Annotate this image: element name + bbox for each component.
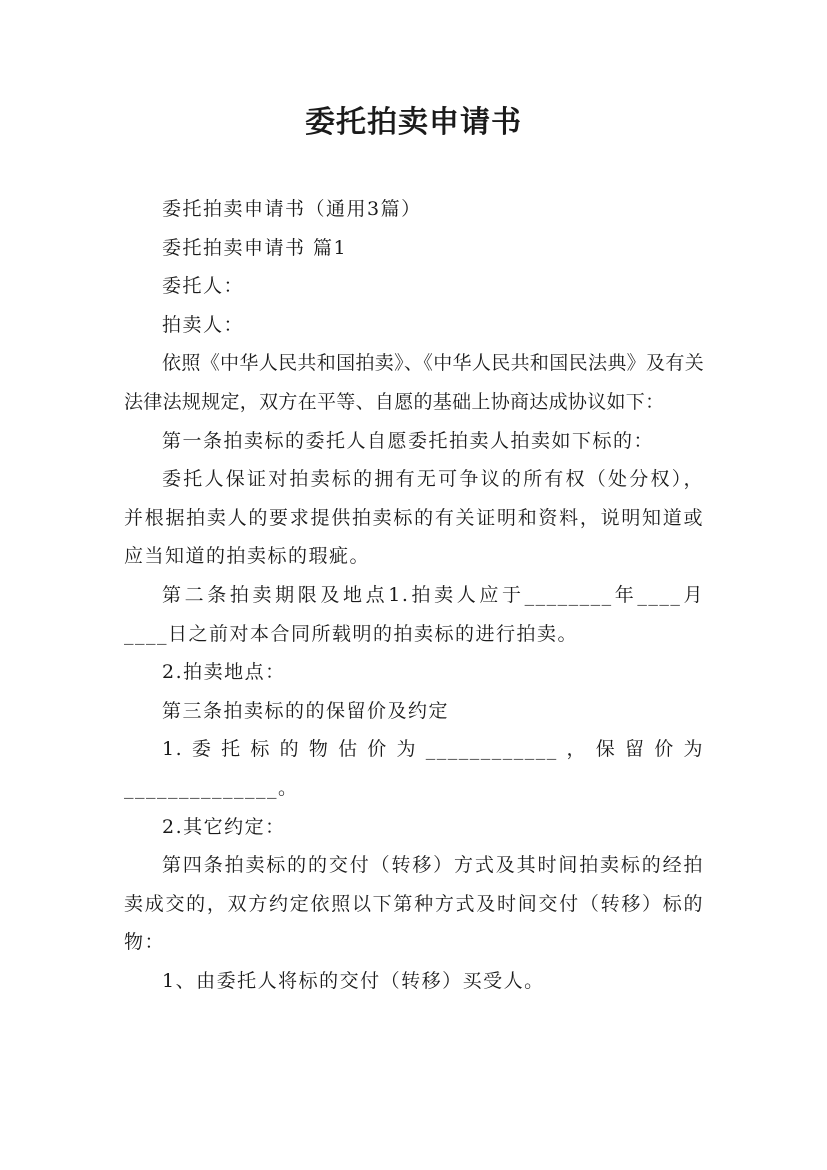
paragraph-delivery-method-1: 1、由委托人将标的交付（转移）买受人。 bbox=[162, 969, 545, 992]
paragraph-auction-location: 2.拍卖地点： bbox=[162, 661, 286, 684]
document-body bbox=[124, 190, 704, 1000]
paragraph-subtitle: 委托拍卖申请书（通用3篇） bbox=[162, 198, 422, 220]
paragraph-principal: 委托人： bbox=[162, 275, 245, 298]
paragraph-article-3: 第三条拍卖标的的保留价及约定 bbox=[162, 699, 450, 722]
paragraph-article-2: 第二条拍卖期限及地点1.拍卖人应于________年____月____日之前对本合同所载明的拍卖标的进行拍卖。 bbox=[124, 583, 704, 645]
paragraph-article-4: 第四条拍卖标的的交付（转移）方式及其时间拍卖标的经拍卖成交的，双方约定依照以下第种方式及时间交付（转移）标的物： bbox=[124, 854, 704, 954]
paragraph-legal-basis: 依照《中华人民共和国拍卖》、《中华人民共和国民法典》及有关法律法规规定，双方在平等、自愿的基础上协商达成协议如下： bbox=[124, 352, 704, 413]
document-title: 委托拍卖申请书 bbox=[305, 105, 522, 140]
paragraph-ownership-guarantee: 委托人保证对拍卖标的拥有无可争议的所有权（处分权），并根据拍卖人的要求提供拍卖标的有关证明和资料，说明知道或应当知道的拍卖标的瑕疵。 bbox=[124, 468, 704, 568]
paragraph-section-heading: 委托拍卖申请书 篇1 bbox=[162, 236, 348, 259]
paragraph-other-terms: 2.其它约定： bbox=[162, 815, 286, 838]
paragraph-article-1: 第一条拍卖标的委托人自愿委托拍卖人拍卖如下标的： bbox=[162, 429, 655, 452]
paragraph-valuation: 1.委托标的物估价为____________，保留价为______________。 bbox=[124, 738, 704, 799]
paragraph-auctioneer: 拍卖人： bbox=[162, 313, 245, 336]
